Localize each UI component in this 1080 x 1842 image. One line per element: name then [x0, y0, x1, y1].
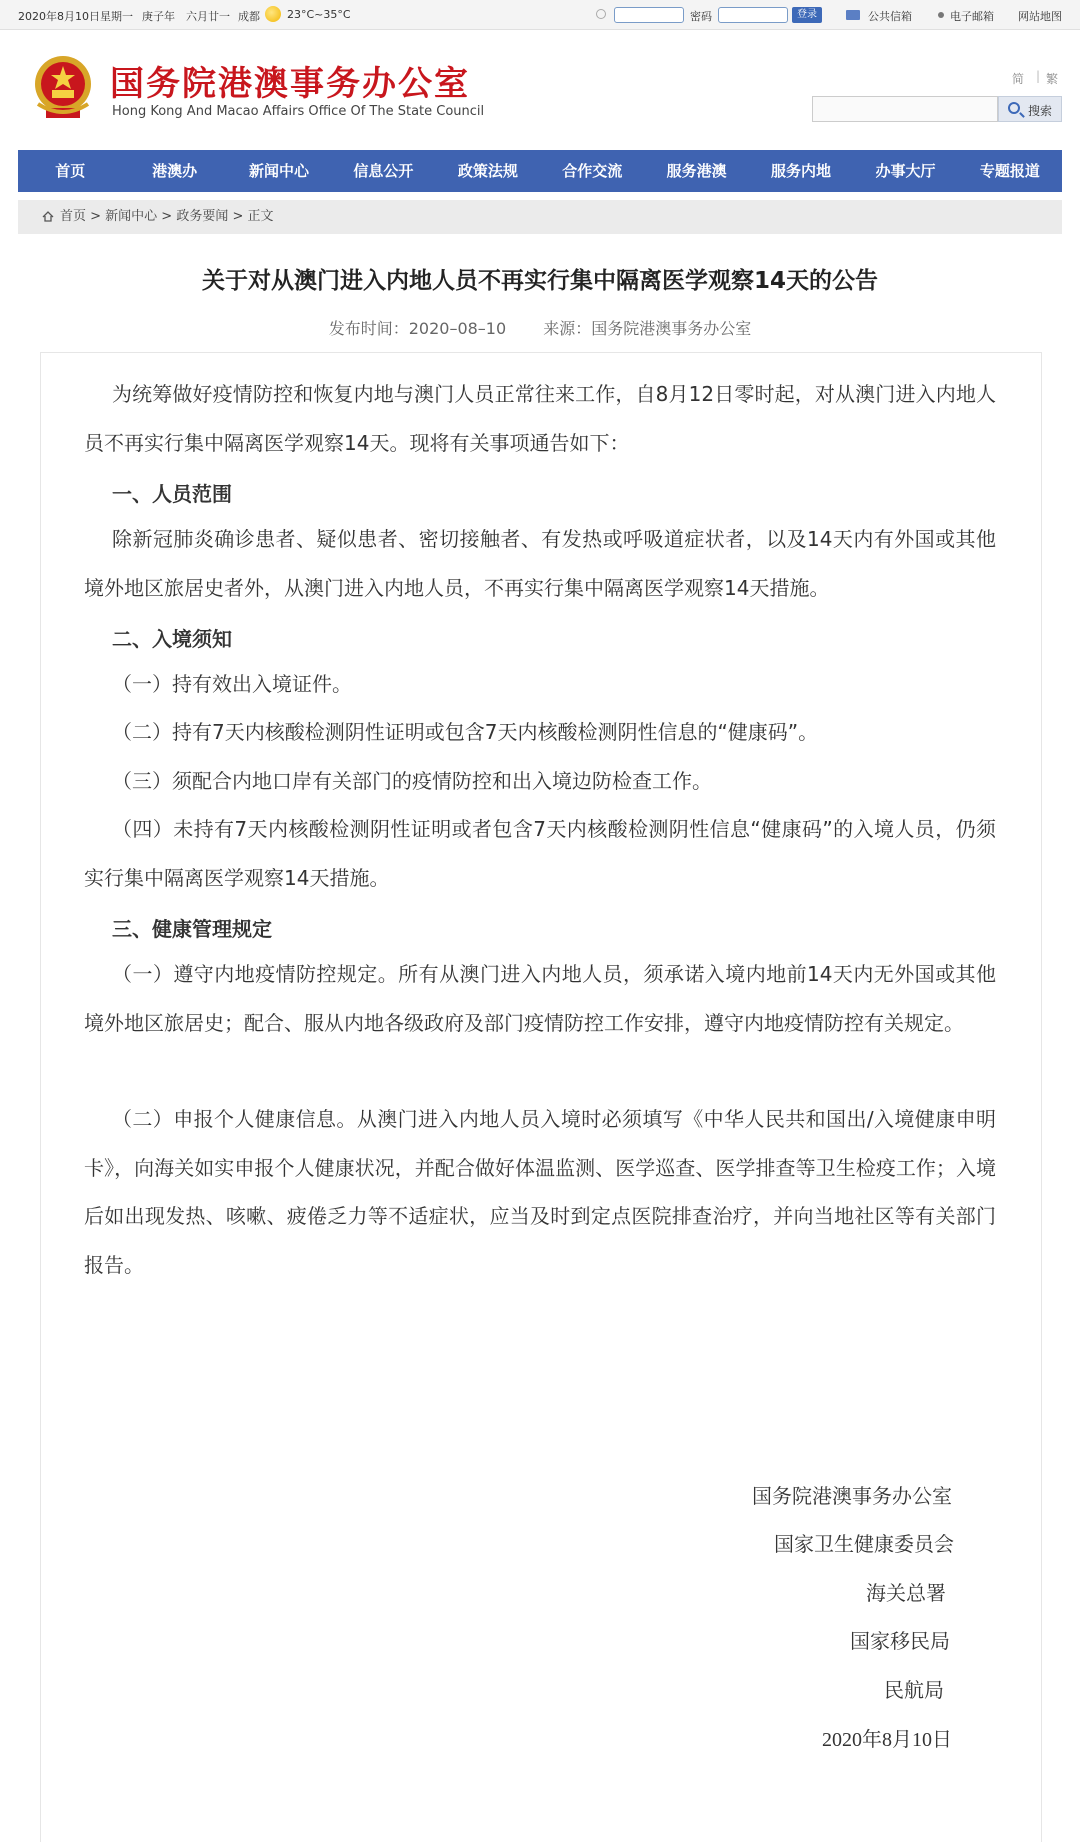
search-icon [1008, 102, 1020, 114]
publish-time: 发布时间：2020–08–10 [328, 319, 507, 338]
signature-customs: 海关总署 [866, 1581, 946, 1605]
current-date: 2020年8月10日 [18, 10, 100, 23]
email-link[interactable]: 电子邮箱 [950, 10, 994, 23]
site-title[interactable]: 国务院港澳事务办公室 [110, 64, 470, 104]
nav-item-cooperation[interactable]: 合作交流 [562, 162, 623, 180]
national-emblem-icon [32, 54, 94, 122]
lang-traditional-link[interactable]: 繁 [1046, 72, 1059, 86]
nav-item-serve-hkmacao[interactable]: 服务港澳 [666, 162, 727, 180]
password-label: 密码 [690, 10, 712, 23]
article-meta [0, 316, 1080, 339]
section3-item-1: （一）遵守内地疫情防控规定。所有从澳门进入内地人员，须承诺入境内地前14天内无外国或其他境外地区旅居史；配合、服从内地各级政府及部门疫情防控工作安排，遵守内地疫情防控有关规定。 [84, 962, 996, 1035]
section3-heading: 三、健康管理规定 [112, 917, 272, 941]
sun-icon [265, 6, 281, 22]
search-input[interactable] [812, 96, 998, 122]
intro-paragraph: 为统筹做好疫情防控和恢复内地与澳门人员正常往来工作，自8月12日零时起，对从澳门进入内地人员不再实行集中隔离医学观察14天。现将有关事项通告如下： [84, 382, 996, 455]
nav-item-home[interactable]: 首页 [55, 162, 86, 180]
section3-item-2: （二）申报个人健康信息。从澳门进入内地人员入境时必须填写《中华人民共和国出/入境健康申明卡》，向海关如实申报个人健康状况，并配合做好体温监测、医学巡查、医学排查等卫生检疫工作；入境后如出现发热、咳嗽、疲倦乏力等不适症状，应当及时到定点医院排查治疗，并向当地社区等有关部门报告。 [84, 1107, 996, 1277]
sign-date: 2020年8月10日 [822, 1729, 952, 1751]
lang-divider: | [1036, 69, 1041, 83]
site-subtitle: Hong Kong And Macao Affairs Office Of The State Council [112, 104, 485, 119]
temperature: 23°C~35°C [287, 8, 351, 21]
password-input[interactable] [718, 7, 788, 23]
email-icon [938, 12, 944, 18]
search-button-label: 搜索 [1028, 104, 1053, 118]
signature-health-commission: 国家卫生健康委员会 [774, 1532, 954, 1556]
section2-item-4: （四）未持有7天内核酸检测阴性证明或者包含7天内核酸检测阴性信息“健康码”的入境人员，仍须实行集中隔离医学观察14天措施。 [84, 817, 996, 890]
mail-icon [846, 10, 860, 20]
home-icon [42, 211, 54, 222]
nav-item-news[interactable]: 新闻中心 [249, 162, 310, 180]
main-nav [18, 150, 1062, 192]
article-source: 来源：国务院港澳事务办公室 [543, 319, 752, 338]
lunar-year: 庚子年 [142, 10, 175, 23]
section1-paragraph: 除新冠肺炎确诊患者、疑似患者、密切接触者、有发热或呼吸道症状者，以及14天内有外国或其他境外地区旅居史者外，从澳门进入内地人员，不再实行集中隔离医学观察14天措施。 [84, 527, 996, 600]
sitemap-link[interactable]: 网站地图 [1018, 10, 1062, 23]
section2-item-3: （三）须配合内地口岸有关部门的疫情防控和出入境边防检查工作。 [112, 769, 712, 793]
search-button[interactable] [998, 96, 1062, 122]
signature-hkmao-office: 国务院港澳事务办公室 [752, 1484, 952, 1508]
public-mailbox-link[interactable]: 公共信箱 [868, 10, 912, 23]
login-button[interactable]: 登录 [792, 7, 822, 23]
section1-heading: 一、人员范围 [112, 482, 232, 506]
breadcrumb-trail[interactable]: 首页 > 新闻中心 > 政务要闻 > 正文 [60, 209, 274, 224]
city: 成都 [238, 10, 260, 23]
nav-item-serve-mainland[interactable]: 服务内地 [771, 162, 832, 180]
weekday: 星期一 [100, 10, 133, 23]
signature-civil-aviation: 民航局 [884, 1678, 944, 1702]
nav-item-special[interactable]: 专题报道 [979, 162, 1040, 180]
top-utility-bar [0, 0, 1080, 30]
section2-item-1: （一）持有效出入境证件。 [112, 672, 352, 696]
username-input[interactable] [614, 7, 684, 23]
nav-item-service-hall[interactable]: 办事大厅 [875, 162, 936, 180]
breadcrumb [18, 200, 1062, 234]
signature-immigration: 国家移民局 [850, 1629, 950, 1653]
nav-item-info[interactable]: 信息公开 [353, 162, 414, 180]
section2-item-2: （二）持有7天内核酸检测阴性证明或包含7天内核酸检测阴性信息的“健康码”。 [112, 720, 819, 744]
lang-simplified-link[interactable]: 简 [1012, 72, 1025, 86]
user-icon [596, 9, 606, 19]
lunar-date: 六月廿一 [186, 10, 230, 23]
nav-item-policy[interactable]: 政策法规 [457, 162, 518, 180]
article-title: 关于对从澳门进入内地人员不再实行集中隔离医学观察14天的公告 [201, 268, 878, 294]
section2-heading: 二、入境须知 [112, 627, 232, 651]
nav-item-hkmao[interactable]: 港澳办 [152, 162, 198, 180]
